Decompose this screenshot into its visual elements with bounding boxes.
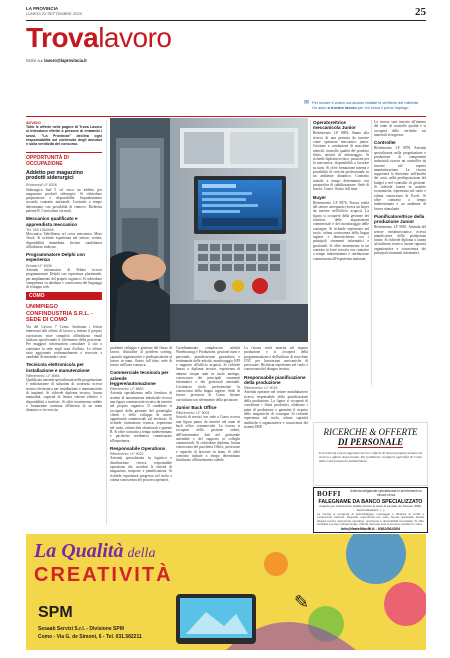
opportunita-heading: OPPORTUNITÀ DI OCCUPAZIONE <box>26 155 69 168</box>
ricerche-text: Il servizio di Lavoro Agenzia ricerca e offerte di lavoro propone annunci di ricerca e offerte di personale. Per pubblicare rivolgersi agli uffici di Como della Concessionaria pubblicitaria. <box>319 451 422 463</box>
job-6-title: Responsabile Operations <box>110 445 166 451</box>
avviso-label: AVVISO <box>26 120 41 125</box>
cnc-machine-photo <box>110 118 308 342</box>
boffi-logo: BOFFI <box>317 490 341 498</box>
job-4-loc: Riferimento: LF 8984 <box>26 373 60 378</box>
ad-headline-c: CREATIVITÀ <box>34 564 173 586</box>
boffi-ad[interactable] <box>313 487 428 533</box>
col5 <box>313 120 369 264</box>
unimpiego-text: Via del Lavoro 7 Como. Invitiamo i lettori interessati alle offerte di lavoro a inviare il proprio curriculum vitae completo all'indirizzo email indicato specificando il riferimento della posizione. Per maggiori informazioni consultare il sito o contattare la sede negli orari d'ufficio. Le offerte sono aggiornate settimanalmente e riservate a candidati di entrambi i sessi. <box>26 325 102 360</box>
job-5[interactable] <box>110 370 172 442</box>
ad-company: Sesaab Servizi S.r.l. - Divisione SPM <box>38 626 124 632</box>
job-7-title: Junior Back Office <box>176 404 217 410</box>
job-10[interactable] <box>313 195 369 261</box>
job-11-text: Riferimento: LF 9078. Azienda specializzata nella progettazione e produzione di componenti industriali ricerca un controller da inserire nel reparto amministrazione. La risorsa supporterà la direzione nell'analisi dei costi, nella predisposizione del budget e nel controllo di gestione. Si richiede laurea in materie economiche, esperienza nel ruolo e ottima conoscenza di Excel. Si offre contratto a tempo indeterminato e un ambiente di lavoro stimolante. <box>374 146 426 211</box>
notice-line1: Per inviare il vostro curriculum visitate le verifiche del mittente. <box>312 100 420 105</box>
job-11-title: Controller <box>374 140 396 146</box>
ricerche-title <box>314 427 427 448</box>
envelope-icon: ✉ <box>304 100 310 106</box>
job-8-title: Responsabile pianificazione della produzione <box>244 374 306 385</box>
contact-email[interactable]: lavoro@laprovincia.it <box>44 58 87 63</box>
col6-top: La risorsa sarà inserita all'interno del team di controllo qualità e si occuperà delle verifiche sui materiali in ingresso. <box>374 120 426 137</box>
ricerche-box <box>313 422 428 486</box>
job-5-title: Commerciale tecnico/a per aziende leggere/automazione <box>110 370 169 386</box>
job-1-text: Siderurgica Sud 5 srl cerca un addetto per magazzino prodotti siderurgici. Si richiedono preparazione e disponibilità. Inquadramento secondo contratto nazionale. Contratto a tempo determinato con possibilità di rinnovo. Richiesta patente B. Curriculum via mail. <box>26 187 102 214</box>
section-title-b: lavoro <box>98 22 172 53</box>
job-3-title: Programmatore Delphi con esperienza <box>26 252 85 263</box>
arrow-icon: ▸ <box>40 58 44 63</box>
middle-col-c <box>244 346 308 432</box>
job-3-text: Azienda informatica di Erbaia ricerca programmatore Delphi con esperienza pluriennale, per ampliamento del proprio organico. Si richiedono competenze su database e conoscenza dei linguaggi di sviluppo web. <box>26 267 102 290</box>
job-12-text: Riferimento: LF 9081. Azienda del settore metalmeccanico ricerca pianificatore della produzione junior. Si richiede diploma o laurea ad indirizzo tecnico, buone capacità organizzative e conoscenza dei principali strumenti informatici. <box>374 225 426 256</box>
job-6-loc: Riferimento: LF 9022 <box>110 452 144 457</box>
middle-col-a <box>110 346 172 485</box>
avviso-text: Tutte le offerte nelle pagine di Trova Lavoro si intendono riferite a persone di entrambi i sessi. "La Provincia" declina ogni responsabilità sul contenuto degli annunci e sulla veridicità del concorso. <box>26 125 102 147</box>
job-4-title: Tecnico/a elettronico/a per installazione e manutenzione <box>26 362 90 373</box>
job-4-text: Qualificata azienda specializzata nella progettazione e realizzazione di soluzioni di sicurezza ricerca tecnico elettronico per installazione e manutenzione di impianti. Si richiede diploma tecnico, buona manualità, capacità di lettura schemi elettrici e disponibilità a trasferte. Si offre inserimento stabile e formazione continua all'interno di un team dinamico e in crescita. <box>26 378 102 413</box>
job-2-text: Meccanica Valtellinese srl cerca meccanico Moto Truck. Si richiede esperienza nel settore, serietà, disponibilità immediata. Inviare candidatura all'indirizzo indicato. <box>26 232 102 249</box>
job-3[interactable] <box>26 252 102 289</box>
boffi-header: Azienda artigianale specializzata in arredamenti su misura cerca <box>350 489 422 497</box>
unimpiego-title: UNIMPIEGO CONFINDUSTRIA S.R.L. - SEDE DI COMO <box>26 304 93 323</box>
job-8-text: Azienda operante nel settore manifatturiero ricerca responsabile della pianificazione della produzione. La figura si occuperà di coordinare i flussi produttivi, elaborare i piani di produzione e garantire il rispetto delle tempistiche di consegna. Si richiede esperienza nel ruolo, ottime capacità analitiche e organizzative e conoscenza dei sistemi ERP. <box>244 390 308 429</box>
col3-text: Coordinamento complessivo attività Warehousing e Produzione, gestione turni e personale, pianificazione giornaliera e settimanale delle attività, monitoraggio KPI e supporto all'ufficio acquisti. Si richiede laurea o diploma tecnico, esperienza di almeno cinque anni in ruolo analogo, conoscenza dei principali strumenti informatici e dei gestionali aziendali. Costituisce titolo preferenziale la conoscenza della lingua inglese. Sede di lavoro: provincia di Como. Inviare curriculum con riferimento della posizione. <box>176 346 240 402</box>
ad-brand: SPM <box>38 604 73 621</box>
paint-brush-icon: ✎ <box>294 592 310 612</box>
job-11[interactable] <box>374 140 426 211</box>
job-3-loc: Erbaia/ LF 8308 <box>26 263 52 268</box>
job-10-text: Riferimento: LF 9076. Nuova realtà del settore aerospazio ricerca un buyer da inserire nell'ufficio acquisti. La figura si occuperà della gestione dei fornitori, delle negoziazioni commerciali e del monitoraggio delle consegne. Si richiede esperienza nel ruolo, ottima conoscenza della lingua inglese e dimestichezza con i principali strumenti informatici e gestionali. Si offre inserimento in un contesto in forte crescita con contratto a tempo indeterminato e retribuzione commisurata all'esperienza maturata. <box>313 200 369 261</box>
job-6-text: Azienda specializzata in logistica e distribuzione ricerca responsabile operations che coordini le attività di magazzino, trasporto e pianificazione. Si richiede esperienza pregressa nel ruolo e ottima conoscenza dei processi operativi. <box>110 456 172 482</box>
job-1[interactable] <box>26 171 102 214</box>
middle-col-b <box>176 346 240 466</box>
bottom-ad[interactable] <box>26 534 426 650</box>
job-8[interactable] <box>244 375 308 429</box>
job-6[interactable] <box>110 446 172 482</box>
job-12[interactable] <box>374 214 426 255</box>
paper-date: LUNEDÌ 22 SETTEMBRE 2025 <box>26 11 82 16</box>
notice-box <box>304 100 426 110</box>
left-column <box>26 120 102 415</box>
job-9-title: Operatore/trice meccanico/a Junior <box>313 120 356 131</box>
job-2[interactable] <box>26 216 102 249</box>
ricerche-title-a: RICERCHE & OFFERTE <box>323 427 418 437</box>
boffi-title: FALEGNAME DA BANCO SPECIALIZZATO <box>318 499 423 505</box>
job-5-text: Azienda specializzata nella fornitura di sistemi di automazione industriale ricerca una figura commerciale tecnica da inserire nel proprio organico. Il candidato si occuperà della gestione del portafoglio clienti e dello sviluppo di nuove opportunità commerciali sul territorio. Si richiede formazione tecnica, esperienza nel ruolo, ottime doti relazionali e patente B. Si offre contratto a tempo indeterminato e pacchetto retributivo commisurato all'esperienza. <box>110 391 172 443</box>
job-2-title: Meccanico qualificato e apprendista meccanico <box>26 216 78 227</box>
job-7[interactable] <box>176 405 240 463</box>
job-5-loc: Riferimento: LF 8863 <box>110 387 144 392</box>
notice-line2: Un aiuto a trovare lavoro per chi cerca il primo impiego <box>312 104 409 110</box>
ad-headline <box>34 540 155 563</box>
job-9-text: Riferimento: LF 8883. Siamo alla ricerca di una persona da inserire come operatore meccanico junior. Gestione e conduzione di macchine utensili, controllo qualità del prodotto finito, attività di attrezzaggio. Si richiede diploma tecnico, passione per la meccanica, disponibilità a lavorare su turni. Si offre formazione interna e possibilità di crescita professionale in un ambiente dinamico. Contratto iniziale a tempo determinato con prospettiva di stabilizzazione. Sede di lavoro: Como. Orario full time. <box>313 131 369 192</box>
job-7-text: Società di servizi con sede a Como ricerca una figura junior da inserire nel team di back office commerciale. La risorsa si occuperà della gestione ordini, dell'inserimento dati nel gestionale aziendale e del supporto ai colleghi commerciali. Si richiedono diploma, buona conoscenza del pacchetto Office, precisione e capacità di lavorare in team. Si offre contratto iniziale a tempo determinato finalizzato all'inserimento stabile. <box>176 415 240 463</box>
boffi-body: La risorsa si occuperà di assemblaggio, montaggio e rifinitura di mobili e componenti d'arredo. Requisiti: esperienza nel ruolo, buona manualità, lettura disegni tecnici, autonomia operativa, precisione e disponibilità immediata. Si offre contratto a tempo indeterminato. Offerta riservata solo a persone residenti in zona. <box>317 512 424 526</box>
job-10-title: Buyer <box>313 194 327 200</box>
middle-intro: problemi sviluppo e gestione del flusso di lavoro. Attitudine al problem solving, capacità organizzative e predisposizione al lavoro in team. Orario full time, sede di lavoro nell'area comasca. <box>110 346 172 368</box>
contact-line <box>26 58 87 63</box>
job-2-loc: Tel. 349 1364948 <box>26 227 54 232</box>
contact-label: Scrivi a <box>26 58 40 63</box>
job-4[interactable] <box>26 362 102 412</box>
job-12-title: Pianificatore/trice della produzione Junior <box>374 213 425 225</box>
city-bar: COMO <box>26 292 102 300</box>
job-7-loc: Riferimento: LF 9004 <box>176 411 210 416</box>
ad-address: Como - Via G. de Simoni, 6 - Tel. 031.582211 <box>38 634 142 640</box>
col6 <box>374 120 426 258</box>
ricerche-title-b: DI PERSONALE <box>337 437 404 447</box>
ad-headline-a: La Qualità <box>34 540 124 562</box>
paper-name: LA PROVINCIA <box>26 6 59 11</box>
section-title-a: Trova <box>26 22 99 53</box>
boffi-sub: esperto per inserimento stabile presso la sede di Lentate sul Seveso (MB). Vedi Indicazioni: (...) <box>319 504 422 512</box>
section-title <box>26 22 171 54</box>
job-1-title: Addetto per magazzino prodotti siderurgici <box>26 169 84 182</box>
job-8-loc: Riferimento: LF 9015 <box>244 386 278 391</box>
cnc-machine-illustration <box>110 118 308 342</box>
page-number: 25 <box>415 6 426 18</box>
masthead <box>26 6 426 16</box>
col4-top: La risorsa verrà inserita nel reparto produzione e si occuperà della programmazione e dell'utilizzo di macchine CNC per lavorazioni meccaniche di precisione. Richiesta esperienza nel ruolo e conoscenza del disegno tecnico. <box>244 346 308 372</box>
job-1-loc: Erbamont/ LF 8306 <box>26 183 57 188</box>
ad-headline-b: della <box>127 546 156 561</box>
job-9[interactable] <box>313 120 369 192</box>
boffi-contact[interactable]: info@fratelliboffi.it - 0362/564304 <box>340 527 401 531</box>
